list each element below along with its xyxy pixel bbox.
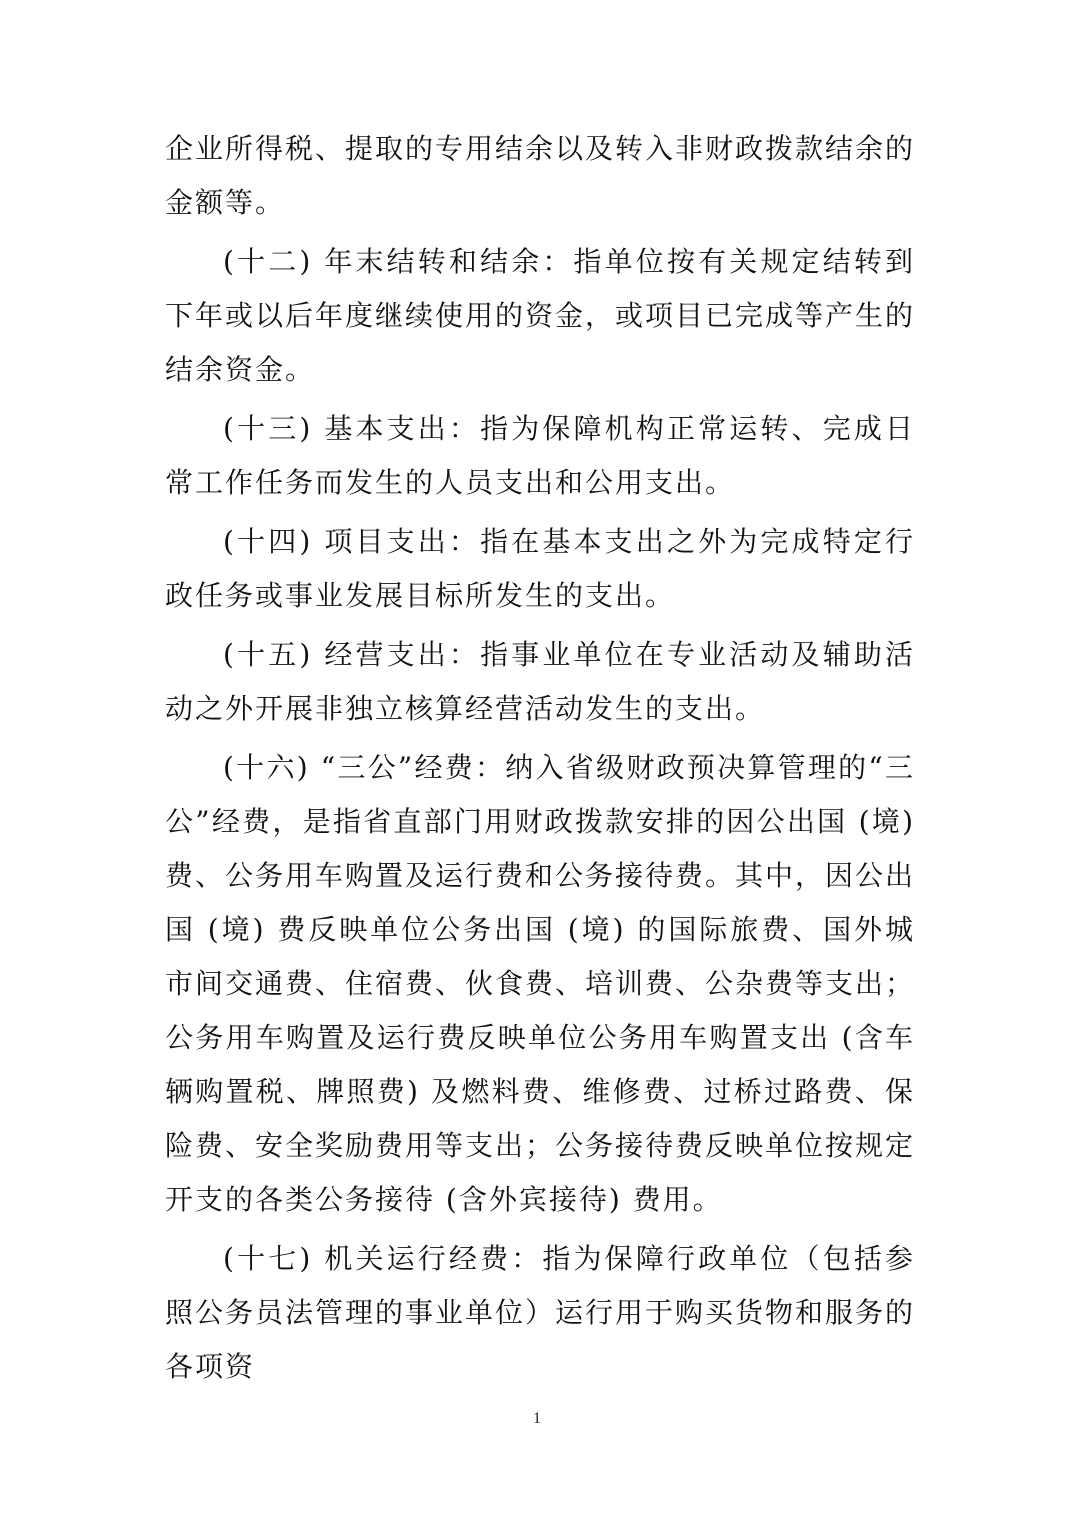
paragraph-15-operating-expenditure: (十五) 经营支出：指事业单位在专业活动及辅助活动之外开展非独立核算经营活动发生的支出。 — [165, 638, 915, 725]
paragraph-16-three-public-expenses: (十六) “三公”经费：纳入省级财政预决算管理的“三公”经费，是指省直部门用财政拨款安排的因公出国 (境) 费、公务用车购置及运行费和公务接待费。其中，因公出国 (境) 费反映单位公务出国 (境) 的国际旅费、国外城市间交通费、住宿费、伙食费、培训费、公杂费等支出；公务用车购置及运行费反映单位公务用车购置支出 (含车辆购置税、牌照费) 及燃料费、维修费、过桥过路费、保险费、安全奖励费用等支出；公务接待费反映单位按规定开支的各类公务接待 (含外宾接待) 费用。 — [165, 751, 916, 1216]
paragraph-17-agency-operating-expenses: (十七) 机关运行经费：指为保障行政单位（包括参照公务员法管理的事业单位）运行用于购买货物和服务的各项资 — [165, 1242, 916, 1383]
paragraph-13-basic-expenditure: (十三) 基本支出：指为保障机构正常运转、完成日常工作任务而发生的人员支出和公用支出。 — [165, 412, 915, 499]
paragraph-14-project-expenditure: (十四) 项目支出：指在基本支出之外为完成特定行政任务或事业发展目标所发生的支出。 — [165, 525, 915, 612]
paragraph-12-carryover-balance: (十二) 年末结转和结余：指单位按有关规定结转到下年或以后年度继续使用的资金，或项目已完成等产生的结余资金。 — [165, 245, 916, 386]
paragraph-continuation: 企业所得税、提取的专用结余以及转入非财政拨款结余的金额等。 — [165, 132, 916, 219]
page-number: 1 — [533, 1410, 541, 1427]
document-body — [165, 122, 915, 1399]
